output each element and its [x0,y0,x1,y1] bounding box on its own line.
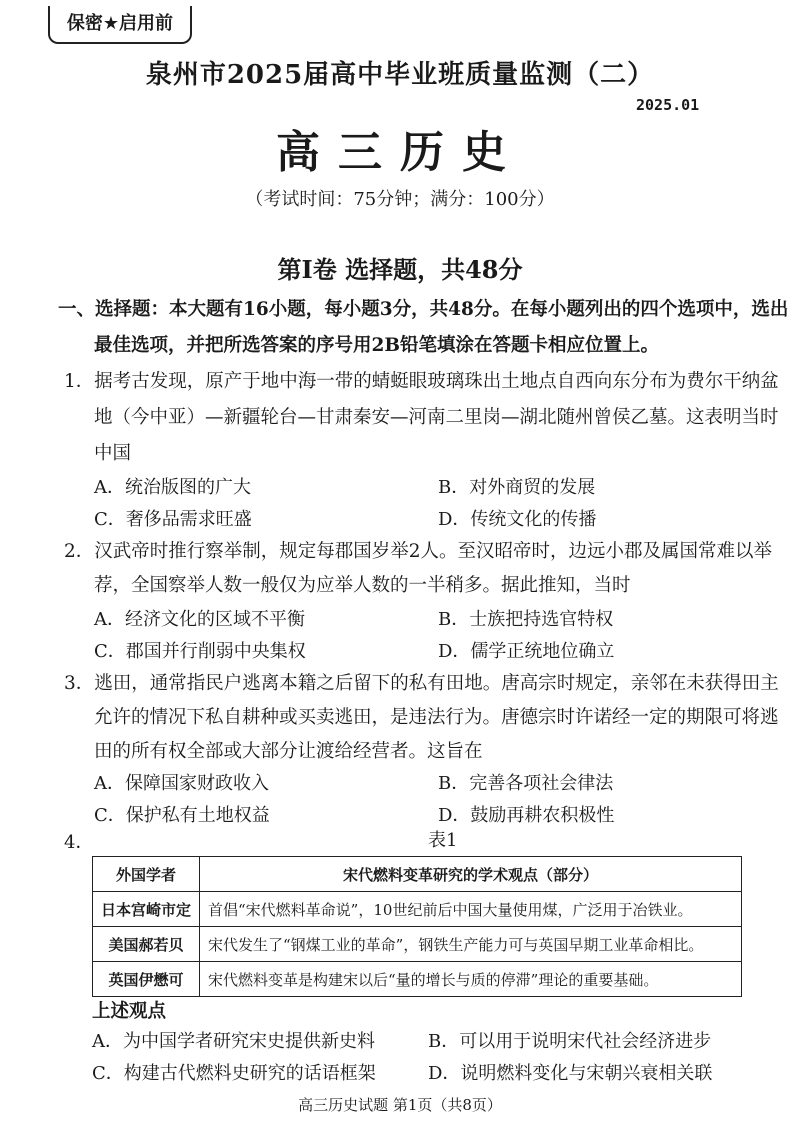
table-row [93,892,742,927]
question-2-option-c[interactable]: C．郡国并行削弱中央集权 [94,641,306,662]
question-4-option-c[interactable]: C．构建古代燃料史研究的话语框架 [92,1063,376,1084]
instruction-line: 一、选择题：本大题有16小题，每小题3分，共48分。在每小题列出的四个选项中，选出 [58,299,789,320]
exam-info: （考试时间：75分钟；满分：100分） [245,189,555,210]
question-1-stem: 中国 [94,443,132,464]
scholar-view: 宋代发生了“钢煤工业的革命”，钢铁生产能力可与英国早期工业革命相比。 [200,927,742,962]
question-3-stem: 田的所有权全部或大部分让渡给经营者。这旨在 [94,741,483,762]
page-footer: 高三历史试题 第1页（共8页） [298,1096,502,1114]
scholar-name: 英国伊懋可 [93,962,200,997]
question-4-option-d[interactable]: D．说明燃料变化与宋朝兴衰相关联 [428,1063,713,1084]
question-3-stem: 3．逃田，通常指民户逃离本籍之后留下的私有田地。唐高宗时规定，亲邻在未获得田主 [64,673,779,694]
scholar-name: 美国郝若贝 [93,927,200,962]
question-4-number: 4． [64,832,94,853]
instruction-line: 最佳选项，并把所选答案的序号用2B铅笔填涂在答题卡相应位置上。 [94,335,660,356]
scholar-view: 首倡“宋代燃料革命说”，10世纪前后中国大量使用煤，广泛用于冶铁业。 [200,892,742,927]
scholar-name: 日本宫崎市定 [93,892,200,927]
question-2-option-a[interactable]: A．经济文化的区域不平衡 [94,609,305,630]
exam-date: 2025.01 [636,96,700,114]
table-row [93,962,742,997]
subject-title: 高三历史 [276,127,524,178]
confidential-label: 保密★启用前 [48,6,192,44]
exam-title: 泉州市2025届高中毕业班质量监测（二） [145,60,655,90]
question-3-option-c[interactable]: C．保护私有土地权益 [94,805,270,826]
question-2-option-b[interactable]: B．士族把持选官特权 [438,609,614,630]
question-1-option-c[interactable]: C．奢侈品需求旺盛 [94,509,252,530]
question-1-option-b[interactable]: B．对外商贸的发展 [438,477,596,498]
table-header-cell: 宋代燃料变革研究的学术观点（部分） [200,857,742,892]
scholar-view: 宋代燃料变革是构建宋以后“量的增长与质的停滞”理论的重要基础。 [200,962,742,997]
question-1-stem: 地（今中亚）—新疆轮台—甘肃秦安—河南二里岗—湖北随州曾侯乙墓。这表明当时 [94,407,779,428]
scholar-views-table [92,856,742,997]
question-4-stem: 上述观点 [92,1001,167,1022]
question-2-stem: 2．汉武帝时推行察举制，规定每郡国岁举2人。至汉昭帝时，边远小郡及属国常难以举 [64,541,773,562]
question-3-option-d[interactable]: D．鼓励再耕农积极性 [438,805,615,826]
table-header-cell: 外国学者 [93,857,200,892]
question-3-option-a[interactable]: A．保障国家财政收入 [94,773,269,794]
question-3-option-b[interactable]: B．完善各项社会律法 [438,773,614,794]
question-4-option-b[interactable]: B．可以用于说明宋代社会经济进步 [428,1031,712,1052]
table-header-row [93,857,742,892]
question-1-stem: 1．据考古发现，原产于地中海一带的蜻蜓眼玻璃珠出土地点自西向东分布为费尔干纳盆 [64,371,779,392]
table-caption: 表1 [428,830,458,851]
question-1-option-a[interactable]: A．统治版图的广大 [94,477,251,498]
section-title: 第I卷 选择题，共48分 [277,255,523,284]
question-3-stem: 允许的情况下私自耕种或买卖逃田，是违法行为。唐德宗时许诺经一定的期限可将逃 [94,707,779,728]
question-2-stem: 荐，全国察举人数一般仅为应举人数的一半稍多。据此推知，当时 [94,575,631,596]
question-2-option-d[interactable]: D．儒学正统地位确立 [438,641,615,662]
question-4-option-a[interactable]: A．为中国学者研究宋史提供新史料 [92,1031,375,1052]
question-1-option-d[interactable]: D．传统文化的传播 [438,509,597,530]
table-row [93,927,742,962]
